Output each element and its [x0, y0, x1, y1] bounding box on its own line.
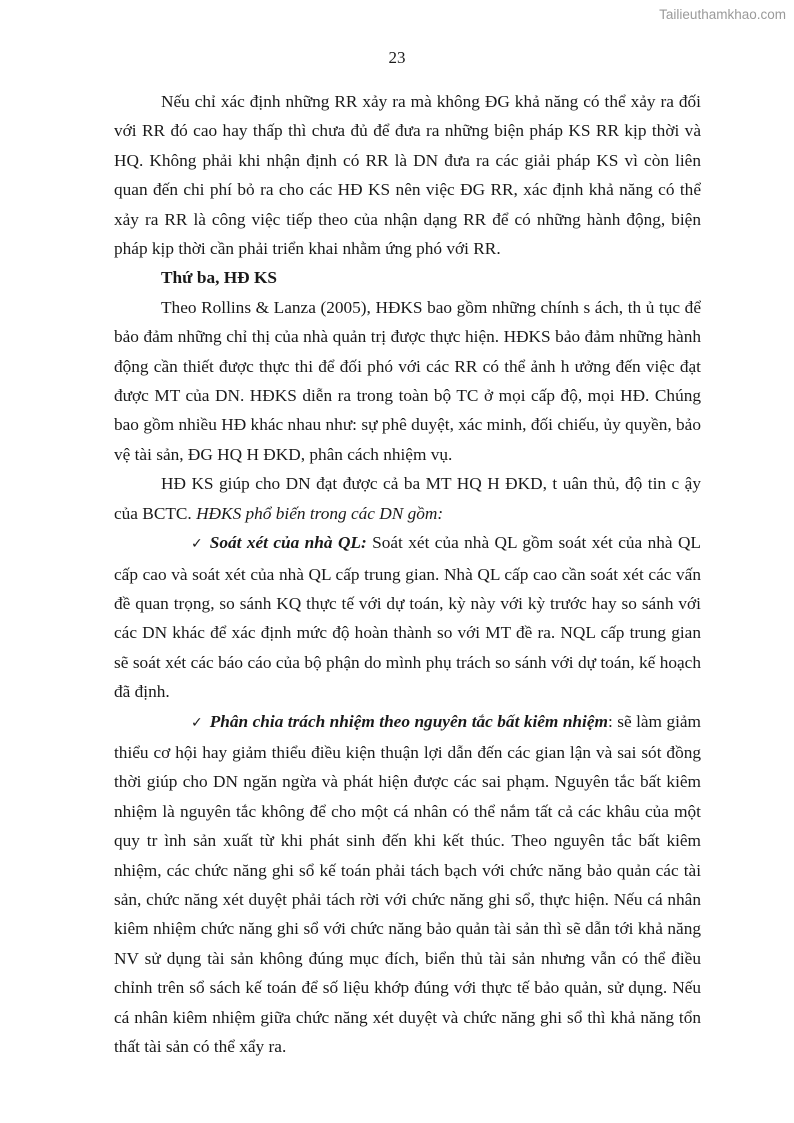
body-text	[114, 87, 701, 1061]
bullet-text: : sẽ làm giảm thiểu cơ hội hay giảm thiểu điều kiện thuận lợi dẫn đến các gian lận và sai sót đồng thời giúp cho DN ngăn ngừa và phát hiện được các sai phạm. Nguyên tắc bất kiêm nhiệm là nguyên tắc không để cho một cá nhân có thể nắm tất cả các khâu của một quy tr ình sản xuất từ khi phát sinh đến khi kết thúc. Theo nguyên tắc bất kiêm nhiệm, các chức năng ghi sổ kế toán phải tách bạch với chức năng bảo quản các tài sản, chức năng xét duyệt phải tách rời với chức năng ghi sổ, thực hiện. Nếu cá nhân kiêm nhiệm chức năng ghi sổ với chức năng bảo quản tài sản thì sẽ dẫn tới khả năng NV sử dụng tài sản không đúng mục đích, biển thủ tài sản nhưng vẫn có thể điều chỉnh trên sổ sách kế toán để số liệu khớp đúng với thực tế bảo quản, sử dụng. Nếu cá nhân kiêm nhiệm giữa chức năng xét duyệt và chức năng ghi sổ thì khả năng tổn thất tài sản có thể xẩy ra.	[114, 711, 701, 1056]
bullet-segregation-of-duties	[114, 707, 701, 1062]
paragraph-control-activities-objectives	[114, 469, 701, 528]
bullet-title: Phân chia trách nhiệm theo nguyên tắc bất kiêm nhiệm	[209, 711, 608, 731]
checkmark-icon: ✓	[191, 536, 203, 553]
paragraph-control-activities-definition: Theo Rollins & Lanza (2005), HĐKS bao gồm những chính s ách, th ủ tục để bảo đảm những chỉ thị của nhà quản trị được thực hiện. HĐKS bảo đảm những hành động cần thiết được thực thi để đối phó với các RR có thể ảnh h ưởng đến việc đạt được MT của DN. HĐKS diễn ra trong toàn bộ TC ở mọi cấp độ, mọi HĐ. Chúng bao gồm nhiều HĐ khác nhau như: sự phê duyệt, xác minh, đối chiếu, ủy quyền, bảo vệ tài sản, ĐG HQ H ĐKD, phân cách nhiệm vụ.	[114, 297, 701, 464]
bullet-management-review	[114, 528, 701, 706]
paragraph-risk-assessment: Nếu chỉ xác định những RR xảy ra mà không ĐG khả năng có thể xảy ra đối với RR đó cao hay thấp thì chưa đủ để đưa ra những biện pháp KS RR kịp thời và HQ. Không phải khi nhận định có RR là DN đưa ra các giải pháp KS vì còn liên quan đến chi phí bỏ ra cho các HĐ KS nên việc ĐG RR, xác định khả năng có thể xảy ra RR là công việc tiếp theo của nhận dạng RR để có những hành động, biện pháp kịp thời cần phải triển khai nhằm ứng phó với RR.	[114, 92, 701, 259]
section-heading: Thứ ba, HĐ KS	[161, 268, 278, 288]
page-number: 23	[388, 48, 406, 67]
paragraph-text: HĐ KS giúp cho DN đạt được cả ba MT HQ H ĐKD, t uân thủ, độ tin c ậy của BCTC.	[114, 474, 701, 523]
bullet-title: Soát xét của nhà QL:	[209, 533, 367, 553]
bullet-text: Soát xét của nhà QL gồm soát xét của nhà QL cấp cao và soát xét của nhà QL cấp trung gian. Nhà QL cấp cao cần soát xét các vấn đề quan trọng, so sánh KQ thực tế với dự toán, kỳ này với kỳ trước hay so sánh với các DN khác để xác định mức độ hoàn thành so với MT đề ra. NQL cấp trung gian sẽ soát xét các báo cáo của bộ phận do mình phụ trách so sánh với dự toán, kế hoạch đã định.	[114, 533, 701, 702]
watermark: Tailieuthamkhao.com	[659, 7, 786, 22]
paragraph-italic-lead: HĐKS phổ biến trong các DN gồm:	[196, 503, 444, 523]
checkmark-icon: ✓	[191, 714, 203, 731]
